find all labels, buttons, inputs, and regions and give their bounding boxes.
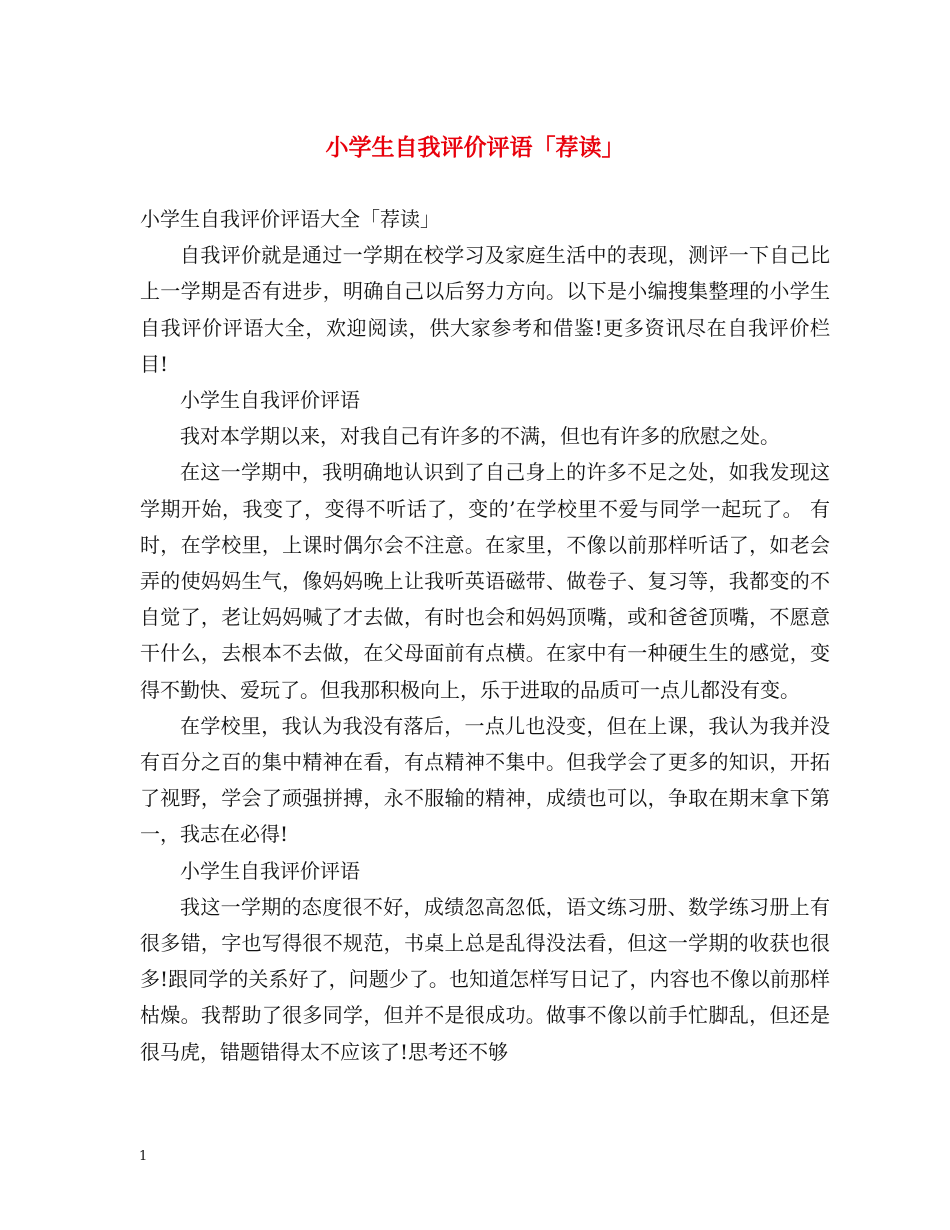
paragraph: 小学生自我评价评语大全「荐读」	[140, 207, 440, 231]
document-title: 小学生自我评价评语「荐读」	[325, 134, 625, 161]
paragraph: 小学生自我评价评语	[180, 388, 360, 413]
paragraph: 我对本学期以来，对我自己有许多的不满，但也有许多的欣慰之处。	[180, 424, 780, 449]
page-number: 1	[139, 1149, 148, 1164]
paragraph: 小学生自我评价评语	[180, 858, 360, 883]
paragraph: 自我评价就是通过一学期在校学习及家庭生活中的表现，测评一下自己比上一学期是否有进步，明确自己以后努力方向。以下是小编搜集整理的小学生自我评价评语大全，欢迎阅读，供大家参考和借鉴!更多资讯尽在自我评价栏目!	[140, 243, 830, 376]
paragraph: 我这一学期的态度很不好，成绩忽高忽低，语文练习册、数学练习册上有很多错，字也写得很不规范，书桌上总是乱得没法看，但这一学期的收获也很多!跟同学的关系好了，问题少了。也知道怎样写日记了，内容也不像以前那样枯燥。我帮助了很多同学，但并不是很成功。做事不像以前手忙脚乱，但还是很马虎，错题错得太不应该了!思考还不够	[140, 894, 830, 1064]
paragraph: 在这一学期中，我明确地认识到了自己身上的许多不足之处，如我发现这学期开始，我变了，变得不听话了，变的’在学校里不爱与同学一起玩了。 有时，在学校里，上课时偶尔会不注意。在家里，不像以前那样听话了，如老会弄的使妈妈生气，像妈妈晚上让我听英语磁带、做卷子、复习等，我都变的不自觉了，老让妈妈喊了才去做，有时也会和妈妈顶嘴，或和爸爸顶嘴，不愿意干什么，去根本不去做，在父母面前有点横。在家中有一种硬生生的感觉，变得不勤快、爱玩了。但我那积极向上，乐于进取的品质可一点儿都没有变。	[140, 460, 830, 702]
document-body	[140, 201, 830, 1070]
paragraph: 在学校里，我认为我没有落后，一点儿也没变，但在上课，我认为我并没有百分之百的集中精神在看，有点精神不集中。但我学会了更多的知识，开拓了视野，学会了顽强拼搏，永不服输的精神，成绩也可以，争取在期末拿下第一，我志在必得!	[140, 713, 830, 847]
